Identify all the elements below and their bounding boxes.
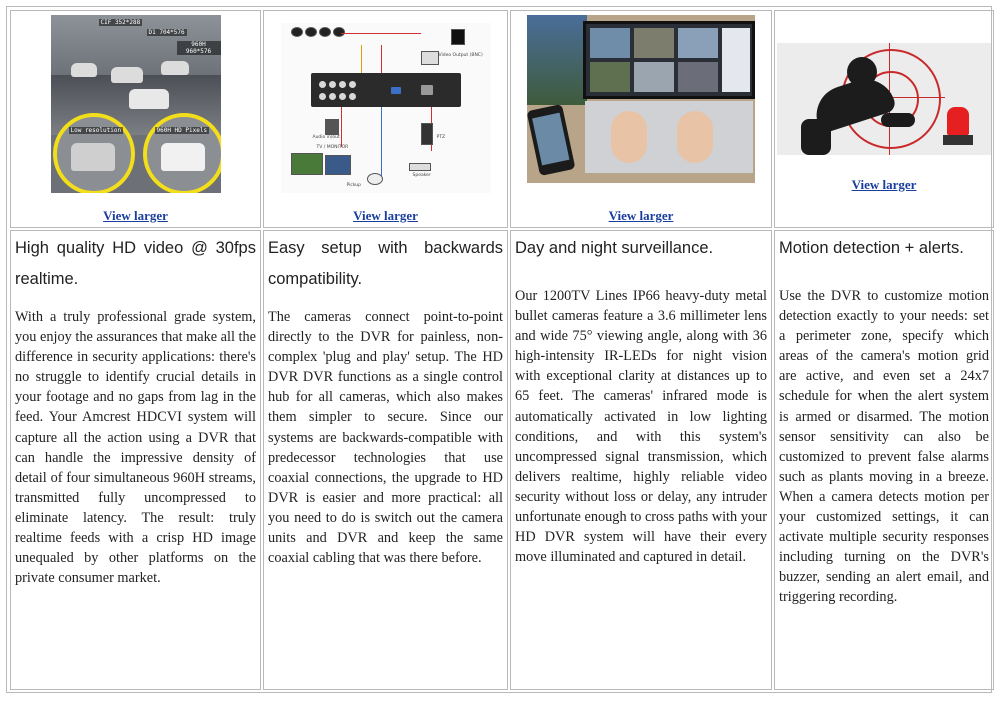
wiring-diagram-image — [281, 23, 491, 193]
image-label-d1: D1 704*576 — [148, 29, 185, 36]
image-cell-motion — [774, 10, 994, 228]
text-row — [10, 230, 994, 690]
smartphone — [527, 104, 575, 176]
feature-headline: Motion detection + alerts. — [779, 239, 964, 257]
image-label-cif: CIF 352*288 — [100, 19, 141, 26]
view-larger-link[interactable]: View larger — [851, 177, 917, 192]
diagram-label-ptz: PTZ — [436, 135, 446, 140]
feature-headline: Day and night surveillance. — [515, 239, 714, 257]
feature-table — [8, 8, 996, 692]
diagram-label-pickup: Pickup — [346, 183, 362, 188]
laptop-screen — [583, 21, 755, 99]
feature-description: Use the DVR to customize motion detection exactly to your needs: set a perimeter zone, specify which areas of the camera's motion grid are active, and even set a 24x7 schedule for when the alert system is armed or disarmed. The motion sensor sensitivity can also be customized to prevent false alarms such as plants moving in a breeze. When a camera detects motion per your customized settings, it can activate multiple security responses including turning on the DVR's buzzer, sending an alert email, and triggering recording. — [779, 288, 989, 606]
resolution-comparison-image — [51, 15, 221, 193]
image-cell-hd-video — [10, 10, 261, 228]
feature-description: The cameras connect point-to-point directly to the DVR for painless, non-complex 'plug and play' setup. The HD DVR DVR functions as a single control hub for all cameras, which also makes them simpler to secure. Since our systems are backwards-compatible with predecessor technologies that use coaxial connections, the upgrade to HD DVR is easier and more practical: all you need to do is switch out the camera units and DVR and keep the same coaxial cabling that was there before. — [268, 309, 503, 567]
feature-headline: Easy setup with backwards compatibility. — [268, 239, 503, 288]
image-cell-setup — [263, 10, 508, 228]
image-row — [10, 10, 994, 228]
text-cell-hd-video — [10, 230, 261, 690]
feature-description: Our 1200TV Lines IP66 heavy-duty metal bullet cameras feature a 3.6 millimeter lens and wide 75° viewing angle, along with 36 high-intensity IR-LEDs for night vision with exceptional clarity at distances up to 65 feet. The cameras' infrared mode is automatically activated in low lighting conditions, and with this system's uncompressed signal transmission, which delivers realtime, highly reliable video security without loss or delay, any intruder unfortunate enough to cross paths with your HD DVR system will have their every move illuminated and captured in detail. — [515, 288, 767, 566]
text-cell-surveillance — [510, 230, 772, 690]
dvr-unit — [311, 73, 461, 107]
feature-headline: High quality HD video @ 30fps realtime. — [15, 239, 256, 288]
diagram-label-tv-monitor: TV / MONITOR — [316, 145, 349, 150]
view-larger-link[interactable]: View larger — [608, 208, 674, 223]
image-label-hd-pixels: 960H HD Pixels — [156, 127, 208, 134]
text-cell-setup — [263, 230, 508, 690]
image-cell-surveillance — [510, 10, 772, 228]
image-label-960h: 960H 960*576 — [177, 41, 221, 55]
view-larger-link[interactable]: View larger — [353, 208, 418, 223]
intruder-alert-image — [777, 43, 991, 155]
laptop-monitoring-image — [527, 15, 755, 183]
view-larger-link[interactable]: View larger — [103, 208, 168, 223]
image-label-low-res: Low resolution — [70, 127, 122, 134]
diagram-label-video-output: Video Output (BNC) — [438, 53, 483, 58]
diagram-label-speaker: Speaker — [412, 173, 431, 178]
text-cell-motion — [774, 230, 994, 690]
diagram-label-audio: Audio in/out — [312, 135, 340, 140]
feature-description: With a truly professional grade system, you enjoy the assurances that make all the difference in security applications: there's no struggle to identify crucial details in your footage and no gaps from lag in the feed. Your Amcrest HDCVI system will capture all the action using a DVR that can handle the impressive density of detail of four simultaneous 960H streams, transmitted fully uncompressed to eliminate latency. The result: truly realtime feeds with a crisp HD image unequaled by other platforms on the private consumer market. — [15, 309, 256, 587]
